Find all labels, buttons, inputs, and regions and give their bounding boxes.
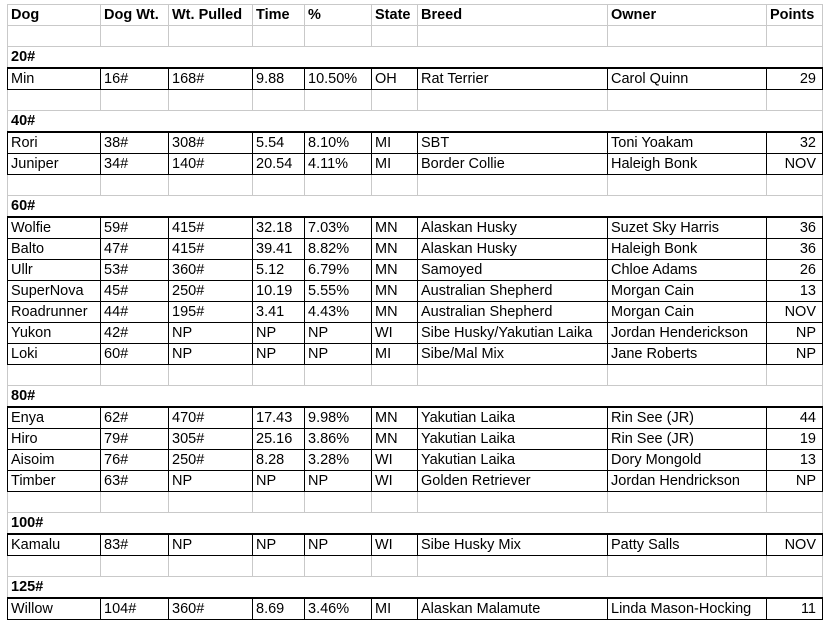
spacer-row	[8, 90, 823, 111]
cell-breed: Alaskan Malamute	[418, 598, 608, 620]
cell-state: MN	[372, 239, 418, 260]
cell-dog: Rori	[8, 132, 101, 154]
cell-dog: Willow	[8, 598, 101, 620]
empty-cell	[608, 175, 767, 196]
cell-weight-pulled: 250#	[169, 281, 253, 302]
empty-cell	[253, 492, 305, 513]
cell-breed: Australian Shepherd	[418, 302, 608, 323]
cell-weight-pulled: 360#	[169, 598, 253, 620]
cell-percent: 4.11%	[305, 154, 372, 175]
cell-dog-weight: 47#	[101, 239, 169, 260]
empty-cell	[101, 175, 169, 196]
cell-dog-weight: 38#	[101, 132, 169, 154]
empty-cell	[608, 492, 767, 513]
cell-dog: Enya	[8, 407, 101, 429]
empty-cell	[767, 365, 823, 386]
empty-cell	[418, 492, 608, 513]
empty-cell	[253, 26, 305, 47]
empty-cell	[253, 556, 305, 577]
cell-owner: Jordan Hendrickson	[608, 471, 767, 492]
cell-state: MN	[372, 260, 418, 281]
empty-cell	[305, 26, 372, 47]
cell-state: WI	[372, 450, 418, 471]
column-header-weight-pulled: Wt. Pulled	[169, 5, 253, 26]
empty-cell	[767, 26, 823, 47]
cell-state: MN	[372, 407, 418, 429]
cell-percent: 7.03%	[305, 217, 372, 239]
cell-owner: Toni Yoakam	[608, 132, 767, 154]
table-row	[8, 217, 823, 239]
cell-points: 32	[767, 132, 823, 154]
cell-time: NP	[253, 471, 305, 492]
cell-weight-pulled: NP	[169, 344, 253, 365]
column-header-owner: Owner	[608, 5, 767, 26]
cell-dog: Loki	[8, 344, 101, 365]
cell-owner: Suzet Sky Harris	[608, 217, 767, 239]
cell-percent: 10.50%	[305, 68, 372, 90]
cell-percent: 9.98%	[305, 407, 372, 429]
cell-dog-weight: 83#	[101, 534, 169, 556]
table-row	[8, 239, 823, 260]
cell-breed: Sibe/Mal Mix	[418, 344, 608, 365]
cell-owner: Dory Mongold	[608, 450, 767, 471]
empty-cell	[253, 175, 305, 196]
cell-breed: Samoyed	[418, 260, 608, 281]
cell-state: MN	[372, 217, 418, 239]
cell-dog: Kamalu	[8, 534, 101, 556]
cell-dog-weight: 53#	[101, 260, 169, 281]
empty-cell	[101, 47, 823, 69]
column-header-dog: Dog	[8, 5, 101, 26]
empty-cell	[169, 556, 253, 577]
empty-cell	[101, 196, 823, 218]
empty-cell	[169, 26, 253, 47]
cell-weight-pulled: NP	[169, 323, 253, 344]
cell-dog: Hiro	[8, 429, 101, 450]
cell-percent: NP	[305, 323, 372, 344]
column-header-percent: %	[305, 5, 372, 26]
empty-cell	[8, 365, 101, 386]
weight-class-label: 80#	[8, 386, 101, 408]
cell-dog: Roadrunner	[8, 302, 101, 323]
spacer-row	[8, 556, 823, 577]
results-body	[8, 5, 823, 620]
cell-breed: Yakutian Laika	[418, 429, 608, 450]
empty-cell	[372, 175, 418, 196]
empty-cell	[8, 556, 101, 577]
empty-cell	[418, 175, 608, 196]
spacer-row	[8, 26, 823, 47]
weight-class-row	[8, 47, 823, 69]
cell-points: 44	[767, 407, 823, 429]
cell-owner: Linda Mason-Hocking	[608, 598, 767, 620]
empty-cell	[305, 365, 372, 386]
column-header-dog-weight: Dog Wt.	[101, 5, 169, 26]
empty-cell	[169, 365, 253, 386]
empty-cell	[305, 556, 372, 577]
cell-weight-pulled: 168#	[169, 68, 253, 90]
cell-state: MI	[372, 344, 418, 365]
cell-time: 25.16	[253, 429, 305, 450]
cell-owner: Carol Quinn	[608, 68, 767, 90]
cell-time: 8.28	[253, 450, 305, 471]
cell-dog-weight: 79#	[101, 429, 169, 450]
cell-dog: Min	[8, 68, 101, 90]
table-row	[8, 260, 823, 281]
cell-dog: Ullr	[8, 260, 101, 281]
spacer-row	[8, 492, 823, 513]
cell-state: WI	[372, 471, 418, 492]
cell-time: 10.19	[253, 281, 305, 302]
cell-points: NP	[767, 323, 823, 344]
cell-breed: Yakutian Laika	[418, 450, 608, 471]
cell-owner: Rin See (JR)	[608, 429, 767, 450]
empty-cell	[305, 175, 372, 196]
weight-class-label: 20#	[8, 47, 101, 69]
empty-cell	[767, 492, 823, 513]
cell-percent: NP	[305, 471, 372, 492]
cell-time: 32.18	[253, 217, 305, 239]
cell-percent: 8.82%	[305, 239, 372, 260]
cell-percent: NP	[305, 534, 372, 556]
empty-cell	[101, 365, 169, 386]
empty-cell	[608, 90, 767, 111]
empty-cell	[101, 577, 823, 599]
cell-dog: Yukon	[8, 323, 101, 344]
cell-dog: Timber	[8, 471, 101, 492]
cell-breed: SBT	[418, 132, 608, 154]
cell-owner: Rin See (JR)	[608, 407, 767, 429]
table-row	[8, 154, 823, 175]
cell-dog-weight: 104#	[101, 598, 169, 620]
cell-owner: Morgan Cain	[608, 281, 767, 302]
empty-cell	[8, 90, 101, 111]
cell-breed: Yakutian Laika	[418, 407, 608, 429]
cell-breed: Alaskan Husky	[418, 217, 608, 239]
empty-cell	[372, 26, 418, 47]
cell-state: MN	[372, 281, 418, 302]
cell-state: MI	[372, 132, 418, 154]
cell-weight-pulled: 195#	[169, 302, 253, 323]
empty-cell	[767, 175, 823, 196]
cell-breed: Border Collie	[418, 154, 608, 175]
cell-breed: Sibe Husky/Yakutian Laika	[418, 323, 608, 344]
empty-cell	[608, 556, 767, 577]
cell-time: NP	[253, 534, 305, 556]
cell-time: 17.43	[253, 407, 305, 429]
empty-cell	[8, 26, 101, 47]
weight-class-row	[8, 386, 823, 408]
cell-dog-weight: 16#	[101, 68, 169, 90]
table-row	[8, 132, 823, 154]
empty-cell	[372, 492, 418, 513]
cell-percent: 3.46%	[305, 598, 372, 620]
table-row	[8, 598, 823, 620]
cell-time: 20.54	[253, 154, 305, 175]
cell-state: MN	[372, 302, 418, 323]
table-row	[8, 281, 823, 302]
empty-cell	[305, 90, 372, 111]
cell-state: WI	[372, 323, 418, 344]
cell-weight-pulled: 305#	[169, 429, 253, 450]
cell-time: 9.88	[253, 68, 305, 90]
empty-cell	[8, 492, 101, 513]
table-row	[8, 323, 823, 344]
empty-cell	[253, 90, 305, 111]
cell-dog: Balto	[8, 239, 101, 260]
cell-weight-pulled: NP	[169, 471, 253, 492]
cell-points: 36	[767, 217, 823, 239]
header-row	[8, 5, 823, 26]
column-header-time: Time	[253, 5, 305, 26]
cell-state: OH	[372, 68, 418, 90]
empty-cell	[418, 26, 608, 47]
empty-cell	[253, 365, 305, 386]
empty-cell	[767, 90, 823, 111]
cell-dog-weight: 60#	[101, 344, 169, 365]
cell-state: MN	[372, 429, 418, 450]
cell-breed: Golden Retriever	[418, 471, 608, 492]
empty-cell	[101, 556, 169, 577]
cell-owner: Haleigh Bonk	[608, 239, 767, 260]
cell-weight-pulled: 250#	[169, 450, 253, 471]
empty-cell	[608, 26, 767, 47]
table-row	[8, 534, 823, 556]
cell-points: NP	[767, 471, 823, 492]
cell-points: 13	[767, 281, 823, 302]
empty-cell	[101, 90, 169, 111]
column-header-state: State	[372, 5, 418, 26]
cell-owner: Morgan Cain	[608, 302, 767, 323]
cell-dog-weight: 63#	[101, 471, 169, 492]
cell-percent: 3.86%	[305, 429, 372, 450]
cell-weight-pulled: 415#	[169, 217, 253, 239]
empty-cell	[101, 386, 823, 408]
empty-cell	[418, 556, 608, 577]
empty-cell	[169, 90, 253, 111]
cell-dog-weight: 76#	[101, 450, 169, 471]
table-row	[8, 450, 823, 471]
cell-points: 13	[767, 450, 823, 471]
empty-cell	[372, 365, 418, 386]
empty-cell	[372, 556, 418, 577]
cell-dog-weight: 59#	[101, 217, 169, 239]
cell-points: NP	[767, 344, 823, 365]
cell-dog-weight: 62#	[101, 407, 169, 429]
cell-time: NP	[253, 344, 305, 365]
empty-cell	[372, 90, 418, 111]
weight-class-label: 60#	[8, 196, 101, 218]
weight-class-row	[8, 111, 823, 133]
empty-cell	[101, 26, 169, 47]
cell-breed: Sibe Husky Mix	[418, 534, 608, 556]
cell-points: 19	[767, 429, 823, 450]
cell-dog-weight: 42#	[101, 323, 169, 344]
table-row	[8, 471, 823, 492]
cell-weight-pulled: NP	[169, 534, 253, 556]
cell-time: 5.12	[253, 260, 305, 281]
cell-percent: 8.10%	[305, 132, 372, 154]
cell-owner: Jane Roberts	[608, 344, 767, 365]
empty-cell	[101, 111, 823, 133]
empty-cell	[608, 365, 767, 386]
cell-percent: 3.28%	[305, 450, 372, 471]
empty-cell	[101, 513, 823, 535]
table-row	[8, 429, 823, 450]
cell-percent: 4.43%	[305, 302, 372, 323]
cell-owner: Chloe Adams	[608, 260, 767, 281]
empty-cell	[101, 492, 169, 513]
cell-points: 29	[767, 68, 823, 90]
cell-owner: Patty Salls	[608, 534, 767, 556]
cell-owner: Haleigh Bonk	[608, 154, 767, 175]
cell-points: NOV	[767, 302, 823, 323]
empty-cell	[169, 492, 253, 513]
results-table	[7, 4, 823, 620]
empty-cell	[8, 175, 101, 196]
cell-weight-pulled: 360#	[169, 260, 253, 281]
cell-dog-weight: 34#	[101, 154, 169, 175]
cell-breed: Rat Terrier	[418, 68, 608, 90]
cell-percent: 5.55%	[305, 281, 372, 302]
cell-state: MI	[372, 154, 418, 175]
column-header-breed: Breed	[418, 5, 608, 26]
cell-weight-pulled: 140#	[169, 154, 253, 175]
weight-class-row	[8, 513, 823, 535]
empty-cell	[169, 175, 253, 196]
table-row	[8, 344, 823, 365]
cell-percent: NP	[305, 344, 372, 365]
table-row	[8, 68, 823, 90]
cell-time: NP	[253, 323, 305, 344]
cell-points: 26	[767, 260, 823, 281]
cell-dog: Juniper	[8, 154, 101, 175]
cell-dog: Aisoim	[8, 450, 101, 471]
spacer-row	[8, 175, 823, 196]
cell-percent: 6.79%	[305, 260, 372, 281]
cell-points: NOV	[767, 154, 823, 175]
weight-class-row	[8, 577, 823, 599]
empty-cell	[418, 365, 608, 386]
weight-class-label: 100#	[8, 513, 101, 535]
cell-points: 11	[767, 598, 823, 620]
cell-dog-weight: 44#	[101, 302, 169, 323]
weight-class-row	[8, 196, 823, 218]
cell-owner: Jordan Henderickson	[608, 323, 767, 344]
cell-state: WI	[372, 534, 418, 556]
column-header-points: Points	[767, 5, 823, 26]
cell-time: 3.41	[253, 302, 305, 323]
cell-weight-pulled: 308#	[169, 132, 253, 154]
cell-breed: Alaskan Husky	[418, 239, 608, 260]
cell-state: MI	[372, 598, 418, 620]
cell-points: 36	[767, 239, 823, 260]
cell-time: 5.54	[253, 132, 305, 154]
cell-dog: Wolfie	[8, 217, 101, 239]
weight-class-label: 40#	[8, 111, 101, 133]
cell-time: 39.41	[253, 239, 305, 260]
cell-breed: Australian Shepherd	[418, 281, 608, 302]
cell-dog-weight: 45#	[101, 281, 169, 302]
cell-weight-pulled: 470#	[169, 407, 253, 429]
empty-cell	[418, 90, 608, 111]
cell-time: 8.69	[253, 598, 305, 620]
table-row	[8, 302, 823, 323]
table-row	[8, 407, 823, 429]
empty-cell	[767, 556, 823, 577]
cell-dog: SuperNova	[8, 281, 101, 302]
empty-cell	[305, 492, 372, 513]
cell-weight-pulled: 415#	[169, 239, 253, 260]
cell-points: NOV	[767, 534, 823, 556]
spacer-row	[8, 365, 823, 386]
weight-class-label: 125#	[8, 577, 101, 599]
